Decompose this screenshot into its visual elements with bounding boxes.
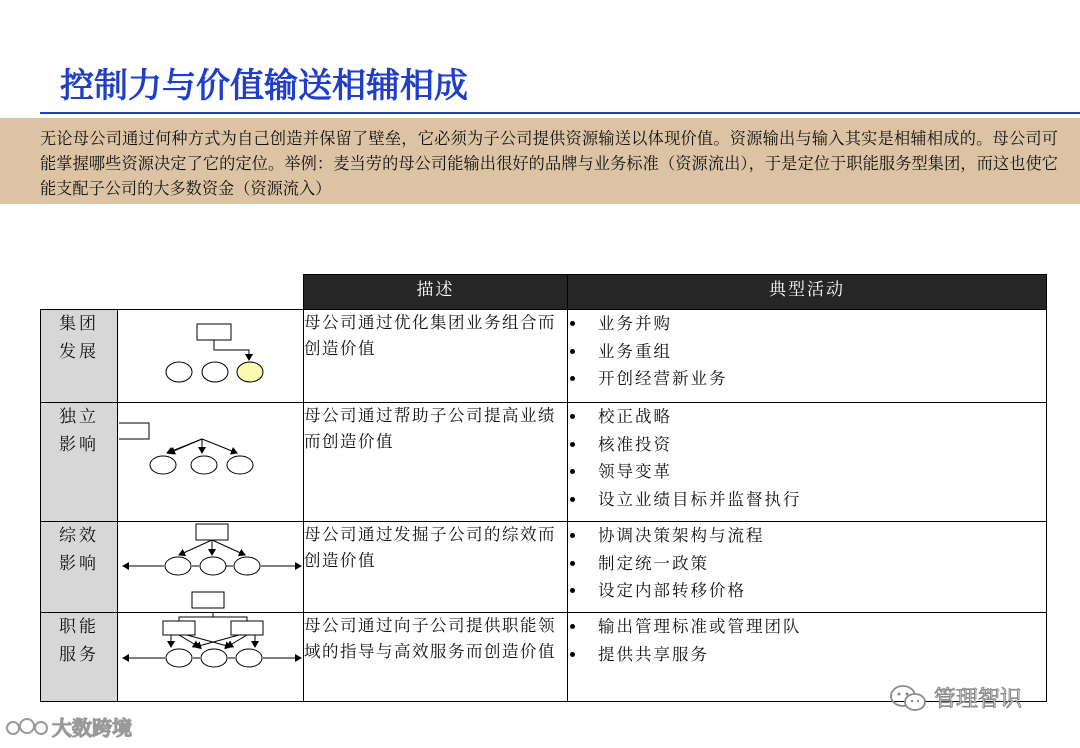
activity-item: 制定统一政策 [568,550,1046,578]
header-blank [41,275,304,310]
activity-item: 业务并购 [568,310,1046,338]
category-line: 集团 [59,314,99,334]
activities-cell [568,403,1047,522]
category-line: 影响 [59,435,99,455]
intro-text: 无论母公司通过何种方式为自己创造并保留了壁垒，它必须为子公司提供资源输送以体现价值。资源输出与输入其实是相辅相成的。母公司可能掌握哪些资源决定了它的定位。举例：麦当劳的母公司能输出很好的品牌与业务标准（资源流出），于是定位于职能服务型集团，而这也使它能支配子公司的大多数资金（资源流入） [40,129,1058,198]
activity-item: 协调决策架构与流程 [568,522,1046,550]
parent-box-icon [190,590,230,612]
table-row [41,403,1047,522]
activity-item: 领导变革 [568,458,1046,486]
category-cell [41,613,118,702]
activities-cell [568,522,1047,613]
activity-item: 设定内部转移价格 [568,577,1046,605]
category-line: 综效 [59,526,99,546]
watermark-right [888,682,1022,713]
activities-list [568,403,1046,513]
description-cell: 母公司通过优化集团业务组合而创造价值 [304,310,568,403]
activity-item: 校正战略 [568,403,1046,431]
activities-cell [568,310,1047,403]
description-cell: 母公司通过帮助子公司提高业绩而创造价值 [304,403,568,522]
wechat-icon [888,683,928,713]
watermark-left-text: 大数跨境 [52,716,132,740]
description-cell: 母公司通过向子公司提供职能领域的指导与高效服务而创造价值 [304,613,568,702]
independent-influence-diagram [119,403,303,517]
diagram-cell [118,310,304,403]
activity-item: 提供共享服务 [568,641,1046,669]
header-description: 描述 [304,275,568,310]
table-row [41,310,1047,403]
activities-list [568,310,1046,393]
table-header-row [41,275,1047,310]
value-table [40,274,1047,702]
brand-logo-icon [6,716,48,738]
category-cell [41,403,118,522]
category-line: 独立 [59,407,99,427]
title-divider [40,112,1080,114]
category-line: 服务 [59,645,99,665]
watermark-left [6,712,132,741]
category-cell [41,522,118,613]
activity-item: 业务重组 [568,338,1046,366]
category-line: 职能 [59,617,99,637]
page-title: 控制力与价值输送相辅相成 [60,66,468,106]
description-cell: 母公司通过发掘子公司的综效而创造价值 [304,522,568,613]
header-activities: 典型活动 [568,275,1047,310]
group-development-diagram [119,310,303,398]
activities-list [568,613,1046,668]
activities-list [568,522,1046,605]
functional-service-diagram [119,613,303,697]
watermark-right-text: 管理智识 [934,687,1023,712]
diagram-cell [118,403,304,522]
intro-box [0,118,1080,204]
category-line: 发展 [59,342,99,362]
diagram-cell [118,613,304,702]
activity-item: 设立业绩目标并监督执行 [568,486,1046,514]
activity-item: 开创经营新业务 [568,365,1046,393]
activity-item: 核准投资 [568,431,1046,459]
activity-item: 输出管理标准或管理团队 [568,613,1046,641]
category-line: 影响 [59,554,99,574]
category-cell [41,310,118,403]
